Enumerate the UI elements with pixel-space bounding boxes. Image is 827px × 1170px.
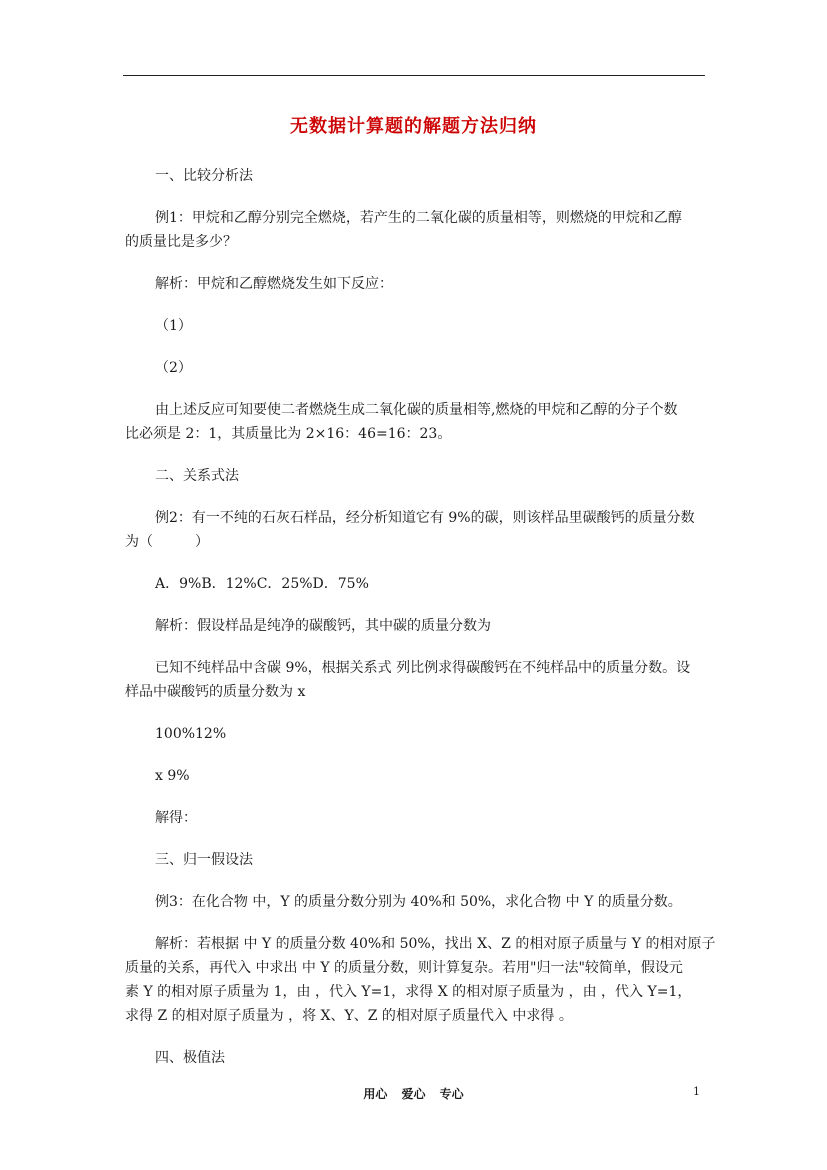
- paragraph-line: 为（ ）: [125, 534, 209, 550]
- document-title: 无数据计算题的解题方法归纳: [290, 116, 537, 137]
- equation-label: （1）: [155, 318, 192, 334]
- paragraph-line: 解析：甲烷和乙醇燃烧发生如下反应：: [155, 276, 393, 292]
- paragraph-line: 求得 Z 的相对原子质量为 ，将 X、Y、Z 的相对原子质量代入 中求得 。: [125, 1008, 573, 1024]
- paragraph-line: 例2：有一不纯的石灰石样品，经分析知道它有 9%的碳，则该样品里碳酸钙的质量分数: [155, 510, 695, 526]
- paragraph-line: 素 Y 的相对原子质量为 1，由 ，代入 Y=1，求得 X 的相对原子质量为 ，由 ，代入 Y=1，: [125, 984, 692, 1000]
- paragraph-line: 由上述反应可知要使二者燃烧生成二氧化碳的质量相等,燃烧的甲烷和乙醇的分子个数: [155, 402, 678, 418]
- paragraph-line: 的质量比是多少？: [125, 234, 237, 250]
- paragraph-line: 样品中碳酸钙的质量分数为 x: [125, 684, 306, 700]
- answer-options: A．9%B．12%C．25%D．75%: [155, 576, 369, 592]
- paragraph-line: 例3：在化合物 中，Y 的质量分数分别为 40%和 50%，求化合物 中 Y 的质量分数。: [155, 894, 682, 910]
- paragraph-line: 质量的关系，再代入 中求出 中 Y 的质量分数，则计算复杂。若用"归一法"较简单，假设元: [125, 960, 683, 976]
- section-heading: 二、关系式法: [155, 468, 239, 484]
- section-heading: 一、比较分析法: [155, 168, 253, 184]
- paragraph-line: 比必须是 2：1，其质量比为 2×16：46=16：23。: [125, 426, 452, 442]
- proportion-line: 100%12%: [155, 726, 227, 742]
- proportion-line: x 9%: [155, 768, 190, 784]
- equation-label: （2）: [155, 360, 192, 376]
- section-heading: 四、极值法: [155, 1050, 225, 1066]
- paragraph-line: 已知不纯样品中含碳 9%，根据关系式 列比例求得碳酸钙在不纯样品中的质量分数。设: [155, 660, 691, 676]
- header-rule: [123, 75, 705, 76]
- section-heading: 三、归一假设法: [155, 852, 253, 868]
- paragraph-line: 解析：若根据 中 Y 的质量分数 40%和 50%，找出 X、Z 的相对原子质量与 Y 的相对原子: [155, 936, 716, 952]
- paragraph-line: 解析：假设样品是纯净的碳酸钙，其中碳的质量分数为: [155, 618, 491, 634]
- footer-slogan: 用心 爱心 专心: [363, 1087, 464, 1101]
- paragraph-line: 例1：甲烷和乙醇分别完全燃烧，若产生的二氧化碳的质量相等，则燃烧的甲烷和乙醇: [155, 210, 682, 226]
- page-number: 1: [693, 1085, 700, 1098]
- paragraph-line: 解得：: [155, 810, 197, 826]
